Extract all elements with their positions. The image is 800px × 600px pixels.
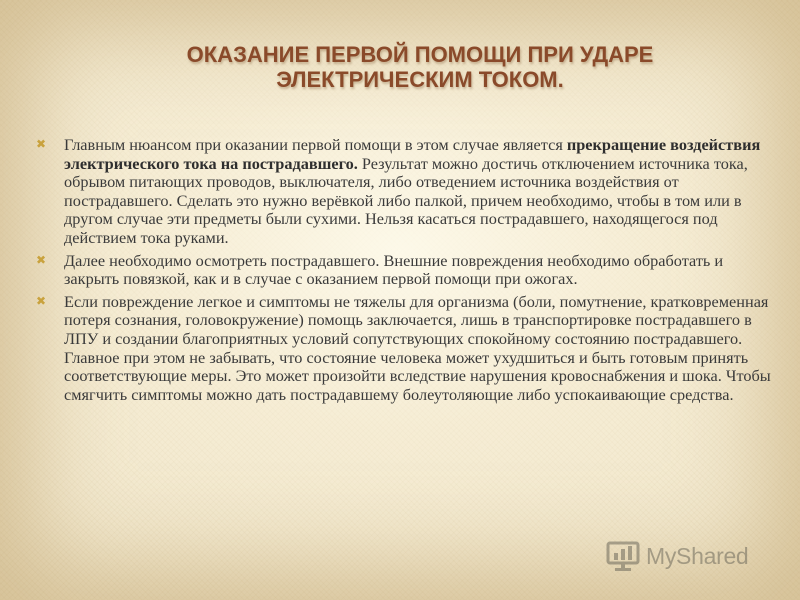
slide-title — [120, 42, 720, 92]
bullet-item-3 — [34, 293, 779, 405]
slide-title-line1: ОКАЗАНИЕ ПЕРВОЙ ПОМОЩИ ПРИ УДАРЕ — [186, 42, 654, 67]
bullet-item-1 — [34, 136, 779, 248]
slide-content — [34, 136, 779, 408]
bullet-1-text: Главным нюансом при оказании первой помощи в этом случае является — [64, 135, 567, 154]
myshared-logo-icon — [606, 539, 640, 573]
bullet-1-text-cont: Результат можно достичь отключением источника тока, обрывом питающих проводов, выключателя, либо отведением источника воздействия от пострадавшего. Сделать это нужно верёвкой либо палкой, причем необходимо, чтобы в том или в другом случае эти предметы были сухими. Нельзя касаться пострадавшего, находящегося под действием тока руками. — [64, 153, 748, 247]
bullet-2-text: Далее необходимо осмотреть пострадавшего. Внешние повреждения необходимо обработать и закрыть повязкой, как и в случае с оказанием первой помощи при ожогах. — [64, 250, 724, 289]
bullet-3-text: Если повреждение легкое и симптомы не тяжелы для организма (боли, помутнение, кратковременная потеря сознания, головокружение) помощь заключается, лишь в транспортировке пострадавшего в ЛПУ и создании благоприятных условий сопутствующих спокойному состоянию пострадавшего. Главное при этом не забывать, что состояние человека может ухудшиться и быть готовым принять соответствующие меры. Это может произойти вследствие нарушения кровоснабжения и шока. Чтобы смягчить симптомы можно дать пострадавшему болеутоляющие либо успокаивающие средства. — [64, 291, 771, 404]
bullet-item-2 — [34, 252, 779, 289]
cross-bullet-icon: ✖ — [35, 137, 47, 151]
cross-bullet-icon: ✖ — [35, 252, 47, 267]
slide-title-line2: ЭЛЕКТРИЧЕСКИМ ТОКОМ. — [276, 67, 564, 92]
cross-bullet-icon: ✖ — [35, 293, 47, 308]
myshared-watermark — [606, 536, 748, 576]
bullet-1-bold-text: прекращение воздействия электрического тока на пострадавшего. — [64, 135, 761, 173]
watermark-text: MyShared — [646, 542, 749, 569]
